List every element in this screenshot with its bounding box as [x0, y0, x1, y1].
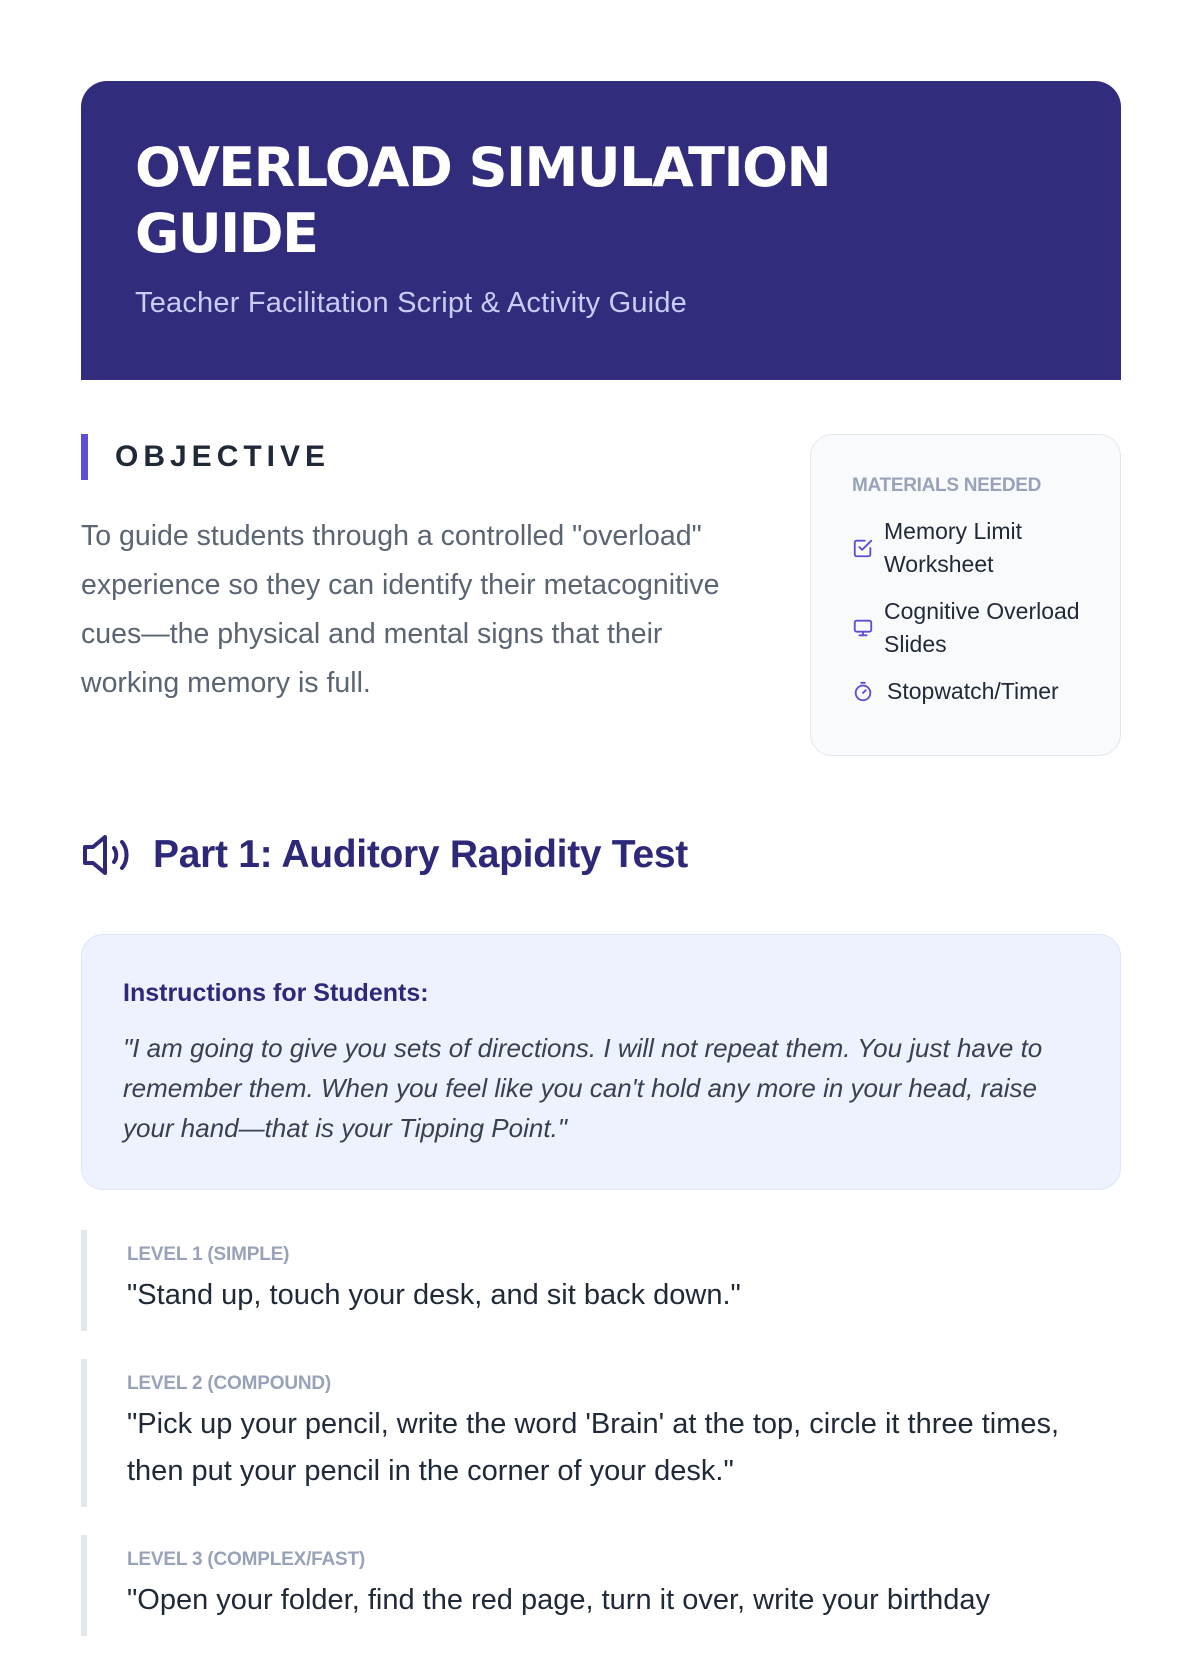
header-banner: [81, 81, 1121, 380]
level-label: LEVEL 1 (SIMPLE): [127, 1244, 290, 1265]
levels-list: [81, 1230, 1121, 1636]
materials-item-label: Stopwatch/Timer: [887, 678, 1059, 704]
materials-item-label: Memory Limit Worksheet: [884, 518, 1023, 577]
intro-section: [81, 380, 1121, 800]
speaker-icon: [81, 833, 135, 877]
materials-title: MATERIALS NEEDED: [852, 475, 1042, 496]
objective-text: To guide students through a controlled "overload" experience so they can identify their metacognitive cues—the physical and mental signs that their working memory is full.: [81, 520, 720, 699]
level-text: "Pick up your pencil, write the word 'Brain' at the top, circle it three times, then put your pencil in the corner of your desk.": [127, 1408, 1060, 1487]
level-item-1: [81, 1230, 1121, 1331]
materials-item-timer: [852, 675, 1120, 708]
materials-item-slides: [852, 595, 1120, 661]
part1-title: Part 1: Auditory Rapidity Test: [153, 833, 688, 876]
page-subtitle: Teacher Facilitation Script & Activity Guide: [135, 287, 687, 319]
page-title: OVERLOAD SIMULATION GUIDE: [135, 136, 831, 265]
level-text: "Open your folder, find the red page, turn it over, write your birthday: [127, 1584, 991, 1616]
objective-block: [81, 434, 761, 708]
materials-item-worksheet: [852, 515, 1120, 581]
part1-heading: [81, 800, 1121, 910]
materials-list: [852, 515, 1120, 708]
monitor-icon: [852, 617, 874, 639]
level-label: LEVEL 3 (COMPLEX/FAST): [127, 1549, 366, 1570]
level-item-2: [81, 1359, 1121, 1507]
instructions-text: "I am going to give you sets of directions. I will not repeat them. You just have to remember them. When you feel like you can't hold any more in your head, raise your hand—that is your Tipping Point.": [123, 1033, 1043, 1143]
materials-card: [810, 434, 1121, 756]
level-label: LEVEL 2 (COMPOUND): [127, 1373, 332, 1394]
instructions-card: [81, 934, 1121, 1190]
level-item-3: [81, 1535, 1121, 1636]
checkbox-icon: [852, 537, 874, 559]
instructions-title: Instructions for Students:: [123, 979, 429, 1007]
guide-page: [81, 81, 1121, 1664]
level-text: "Stand up, touch your desk, and sit back down.": [127, 1279, 741, 1311]
materials-item-label: Cognitive Overload Slides: [884, 598, 1080, 657]
objective-heading: OBJECTIVE: [81, 434, 761, 480]
stopwatch-icon: [852, 681, 874, 703]
part1-section: [81, 800, 1121, 1636]
